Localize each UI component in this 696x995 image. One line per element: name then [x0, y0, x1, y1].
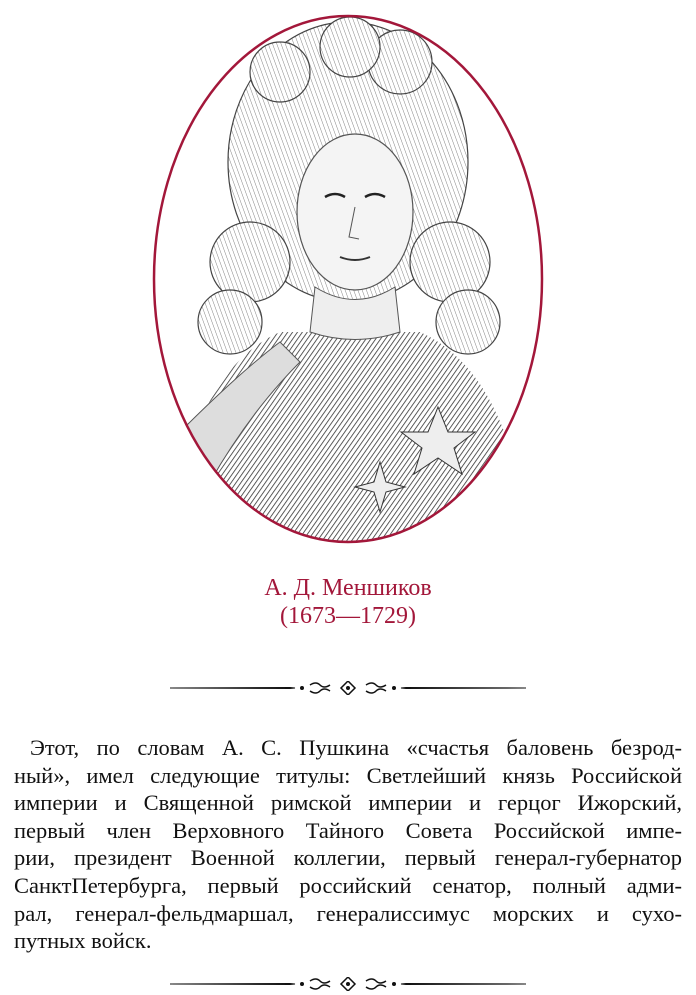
fleuron-divider-icon [170, 681, 526, 695]
paragraph-line: Этот, по словам А. С. Пушкина «счастья баловень безрод- [30, 735, 682, 760]
portrait-engraving [150, 12, 546, 546]
paragraph-line: первый член Верховного Тайного Совета Российской импе- [14, 817, 682, 843]
caption-years: (1673—1729) [280, 603, 416, 629]
paragraph-line: империи и Священной римской империи и герцог Ижорский, [14, 790, 682, 816]
paragraph-line: СанктПетербурга, первый российский сенатор, полный адми- [14, 872, 682, 898]
biography-paragraph [14, 734, 682, 955]
paragraph-line: рии, президент Военной коллегии, первый генерал-губернатор [14, 845, 682, 871]
fleuron-divider-icon [170, 977, 526, 991]
caption-name: А. Д. Меншиков [264, 575, 432, 601]
paragraph-line: путных войск. [14, 928, 152, 954]
paragraph-line: ный», имел следующие титулы: Светлейший князь Российской [14, 762, 682, 788]
paragraph-line: рал, генерал-фельдмаршал, генералиссимус морских и сухо- [14, 900, 682, 926]
